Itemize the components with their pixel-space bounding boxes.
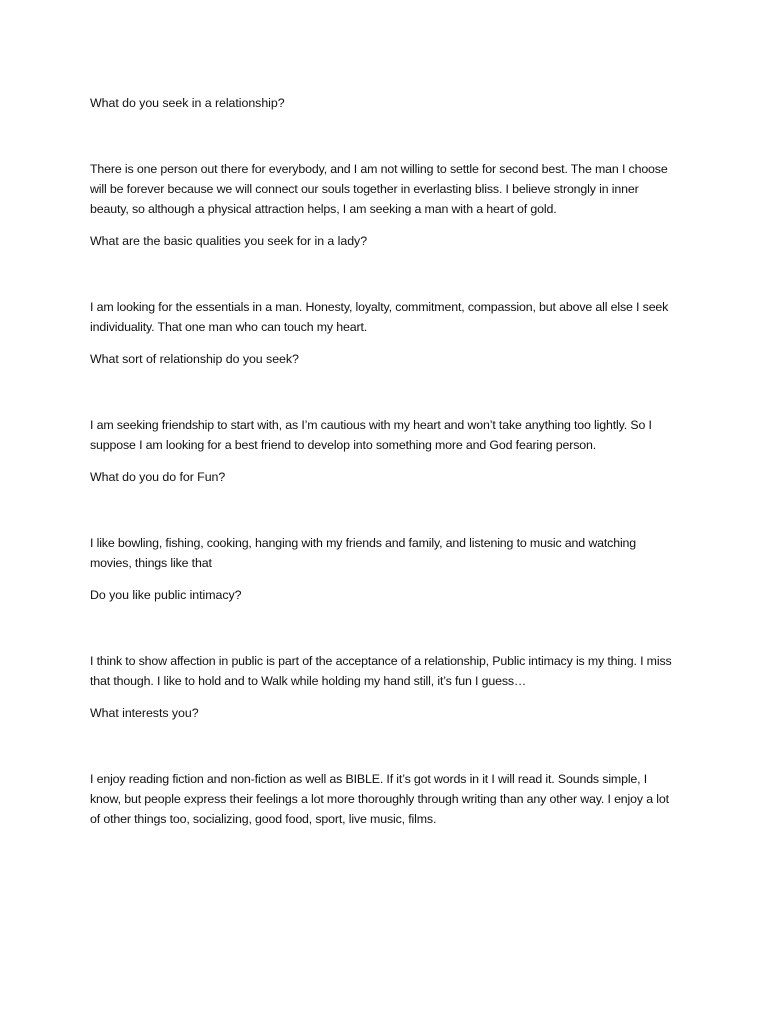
answer-text: I like bowling, fishing, cooking, hanging with my friends and family, and listening to music and watching movies, things like that — [90, 536, 637, 570]
answer-text: There is one person out there for everybody, and I am not willing to settle for second best. The man I choose will be forever because we will connect our souls together in everlasting bliss. I believe strongly in inner beauty, so although a physical attraction helps, I am seeking a man with a heart of gold. — [90, 162, 668, 216]
qa-section — [90, 585, 680, 691]
question-text: What sort of relationship do you seek? — [90, 352, 299, 366]
question-text: What do you seek in a relationship? — [90, 96, 285, 110]
qa-section — [90, 703, 680, 829]
qa-section — [90, 467, 680, 573]
answer-text: I am looking for the essentials in a man. Honesty, loyalty, commitment, compassion, but above all else I seek individuality. That one man who can touch my heart. — [90, 300, 669, 334]
question-text: What interests you? — [90, 706, 199, 720]
question-text: What do you do for Fun? — [90, 470, 226, 484]
question-text: What are the basic qualities you seek for in a lady? — [90, 234, 368, 248]
answer-text: I think to show affection in public is part of the acceptance of a relationship, Public intimacy is my thing. I miss that though. I like to hold and to Walk while holding my hand still, it’s fun I guess… — [90, 654, 672, 688]
answer-text: I am seeking friendship to start with, as I’m cautious with my heart and won’t take anything too lightly. So I suppose I am looking for a best friend to develop into something more and God fearing person. — [90, 418, 652, 452]
qa-section — [90, 93, 680, 219]
question-text: Do you like public intimacy? — [90, 588, 242, 602]
qa-section — [90, 231, 680, 337]
qa-section — [90, 349, 680, 455]
answer-text: I enjoy reading fiction and non-fiction as well as BIBLE. If it’s got words in it I will read it. Sounds simple, I know, but people express their feelings a lot more thoroughly through writing than any other way. I enjoy a lot of other things too, socializing, good food, sport, live music, films. — [90, 772, 669, 826]
